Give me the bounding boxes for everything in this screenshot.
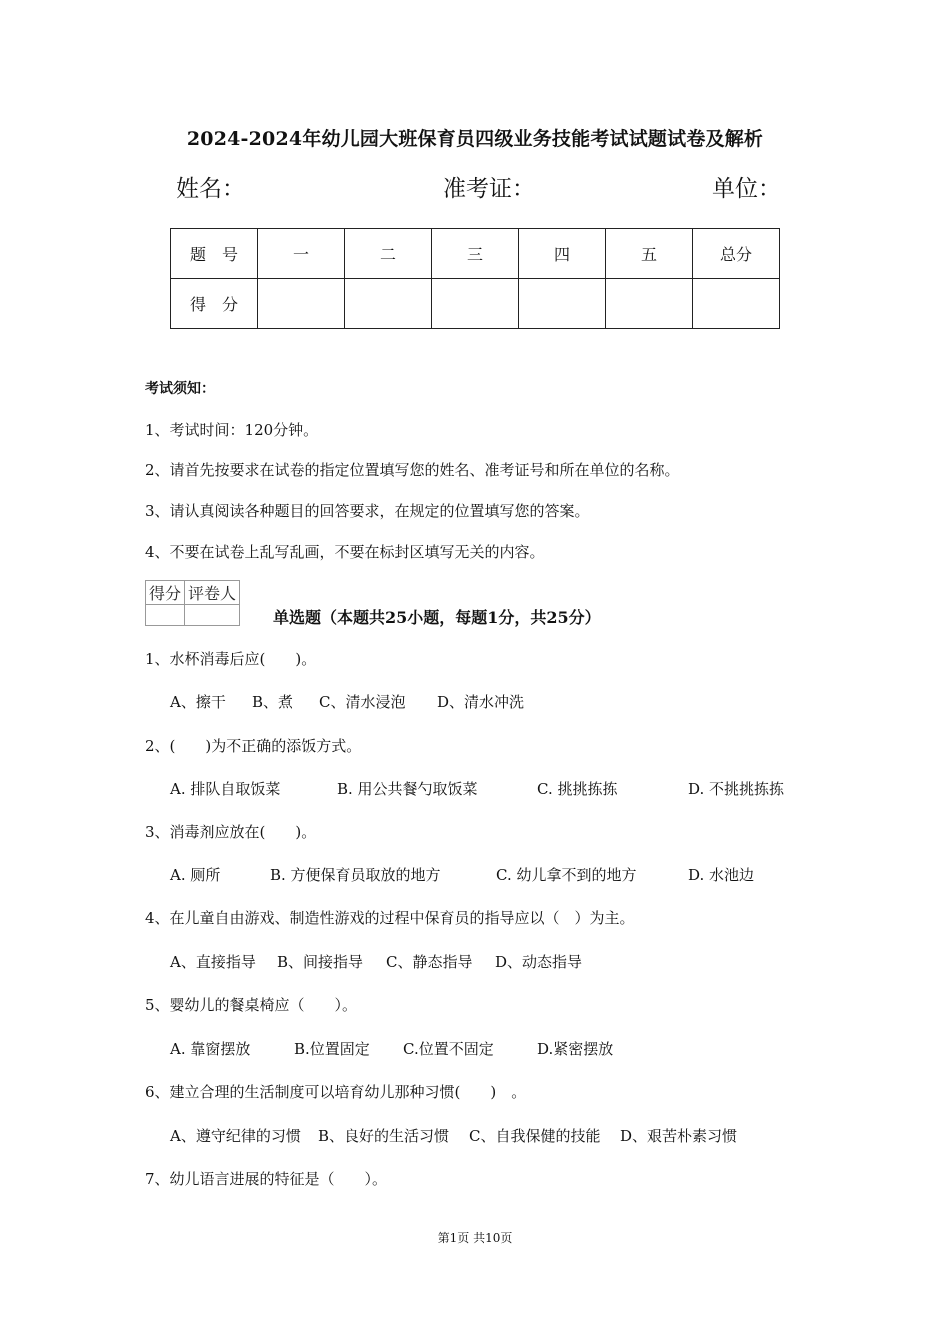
grader-box xyxy=(145,580,240,626)
answer-option[interactable]: A、擦干 xyxy=(170,693,226,711)
answer-option[interactable]: C、静态指导 xyxy=(386,953,473,971)
answer-option[interactable]: D. 水池边 xyxy=(688,866,755,884)
answer-option[interactable]: B. 方便保育员取放的地方 xyxy=(270,866,441,884)
score-table-header-cell: 三 xyxy=(432,229,519,279)
answer-option[interactable]: D、艰苦朴素习惯 xyxy=(620,1127,738,1145)
answer-option[interactable]: B、间接指导 xyxy=(277,953,364,971)
score-table-header-cell: 题 号 xyxy=(171,229,258,279)
notice-heading: 考试须知： xyxy=(145,381,215,397)
score-cell[interactable] xyxy=(432,279,519,329)
score-table-header-cell: 五 xyxy=(606,229,693,279)
answer-option[interactable]: C. 幼儿拿不到的地方 xyxy=(496,866,637,884)
score-cell[interactable] xyxy=(606,279,693,329)
answer-option[interactable]: C、自我保健的技能 xyxy=(469,1127,601,1145)
answer-option[interactable]: D. 不挑挑拣拣 xyxy=(688,780,785,798)
page-footer: 第1页 共10页 xyxy=(437,1231,513,1245)
question-text: 1、水杯消毒后应( )。 xyxy=(145,650,317,668)
score-cell[interactable] xyxy=(345,279,432,329)
answer-option[interactable]: A. 靠窗摆放 xyxy=(170,1040,251,1058)
notice-item: 2、请首先按要求在试卷的指定位置填写您的姓名、准考证号和所在单位的名称。 xyxy=(145,461,680,479)
answer-option[interactable]: A. 排队自取饭菜 xyxy=(170,780,281,798)
exam-no-label: 准考证： xyxy=(443,176,535,202)
answer-option[interactable]: C、清水浸泡 xyxy=(319,693,406,711)
answer-option[interactable]: A、遵守纪律的习惯 xyxy=(170,1127,301,1145)
score-table-score-row xyxy=(171,279,780,329)
answer-option[interactable]: A、直接指导 xyxy=(170,953,256,971)
answer-option[interactable]: D、清水冲洗 xyxy=(437,693,525,711)
answer-option[interactable]: B.位置固定 xyxy=(294,1040,370,1058)
question-text: 3、消毒剂应放在( )。 xyxy=(145,823,317,841)
score-row-label: 得 分 xyxy=(171,279,258,329)
score-table-header-cell: 一 xyxy=(258,229,345,279)
notice-item: 3、请认真阅读各种题目的回答要求，在规定的位置填写您的答案。 xyxy=(145,502,590,520)
grader-name-label: 评卷人 xyxy=(185,581,240,605)
answer-option[interactable]: B、良好的生活习惯 xyxy=(318,1127,450,1145)
section-title: 单选题（本题共25小题，每题1分，共25分） xyxy=(273,608,601,627)
score-table-header-cell: 二 xyxy=(345,229,432,279)
grader-name-cell[interactable] xyxy=(185,605,240,626)
question-text: 6、建立合理的生活制度可以培育幼儿那种习惯( ) 。 xyxy=(145,1083,527,1101)
answer-option[interactable]: C. 挑挑拣拣 xyxy=(537,780,618,798)
question-text: 4、在儿童自由游戏、制造性游戏的过程中保育员的指导应以（ ）为主。 xyxy=(145,909,635,927)
answer-option[interactable]: D、动态指导 xyxy=(495,953,583,971)
question-text: 2、( )为不正确的添饭方式。 xyxy=(145,737,362,755)
score-table xyxy=(170,228,780,329)
score-cell[interactable] xyxy=(519,279,606,329)
notice-item: 1、考试时间：120分钟。 xyxy=(145,421,319,439)
grader-score-cell[interactable] xyxy=(146,605,185,626)
unit-label: 单位： xyxy=(712,176,781,202)
question-text: 5、婴幼儿的餐桌椅应（ ）。 xyxy=(145,996,358,1014)
name-label: 姓名： xyxy=(176,176,245,202)
answer-option[interactable]: B、煮 xyxy=(252,693,294,711)
answer-option[interactable]: C.位置不固定 xyxy=(403,1040,494,1058)
notice-item: 4、不要在试卷上乱写乱画，不要在标封区填写无关的内容。 xyxy=(145,543,545,561)
score-cell[interactable] xyxy=(693,279,780,329)
score-cell[interactable] xyxy=(258,279,345,329)
answer-option[interactable]: B. 用公共餐勺取饭菜 xyxy=(337,780,478,798)
score-table-header-cell: 总分 xyxy=(693,229,780,279)
score-table-header-row xyxy=(171,229,780,279)
score-table-header-cell: 四 xyxy=(519,229,606,279)
page-title: 2024-2024年幼儿园大班保育员四级业务技能考试试题试卷及解析 xyxy=(186,128,764,150)
question-text: 7、幼儿语言进展的特征是（ ）。 xyxy=(145,1170,388,1188)
answer-option[interactable]: A. 厕所 xyxy=(170,866,221,884)
answer-option[interactable]: D.紧密摆放 xyxy=(537,1040,614,1058)
grader-score-label: 得分 xyxy=(146,581,185,605)
